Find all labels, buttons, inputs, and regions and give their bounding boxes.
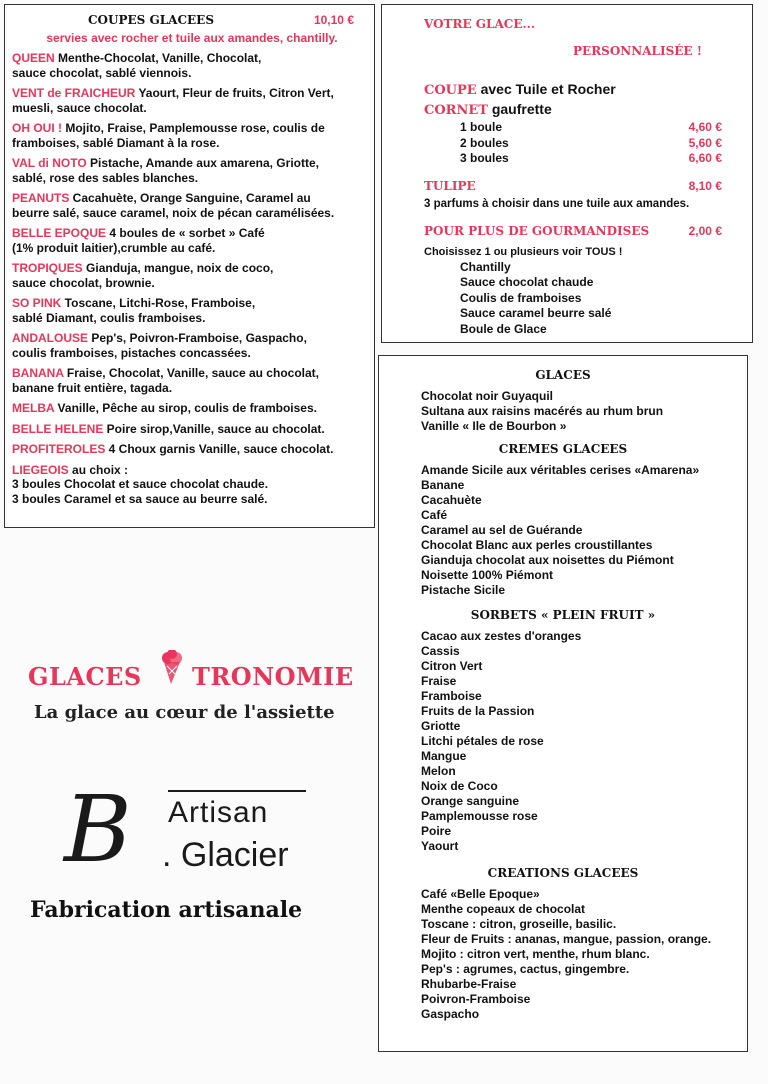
size-row — [424, 151, 732, 167]
sorbet-item: Framboise — [421, 689, 482, 703]
coupe-desc: Pistache, Amande aux amarena, Griotte, — [86, 156, 319, 170]
sorbet-item: Cacao aux zestes d'oranges — [421, 629, 582, 643]
logo-letter: B — [64, 776, 132, 883]
slogan: La glace au cœur de l'assiette — [34, 702, 335, 723]
coupe-name: SO PINK — [12, 296, 62, 310]
size-label: 3 boules — [460, 151, 509, 165]
creation-item: Gaspacho — [421, 1007, 480, 1021]
coupe-desc: Yaourt, Fleur de fruits, Citron Vert, — [135, 86, 334, 100]
coupe-desc: 4 Choux garnis Vanille, sauce chocolat. — [105, 442, 334, 456]
size-row — [424, 136, 732, 152]
glacestronomie-logo — [28, 662, 358, 691]
coupe-desc: Vanille, Pêche au sirop, coulis de framboises. — [54, 401, 317, 415]
coupe-item — [12, 463, 368, 507]
sorbet-item: Cassis — [421, 644, 460, 658]
gourmandises-price: 2,00 € — [688, 223, 722, 238]
creation-item: Toscane : citron, groseille, basilic. — [421, 917, 617, 931]
ice-cream-cone-icon — [158, 650, 186, 684]
creation-item: Menthe copeaux de chocolat — [421, 902, 586, 916]
creme-item: Banane — [421, 478, 465, 492]
sorbet-item: Noix de Coco — [421, 779, 498, 793]
sorbet-item: Orange sanguine — [421, 794, 520, 808]
coupe-desc: Poire sirop,Vanille, sauce au chocolat. — [103, 421, 325, 436]
sorbet-item: Fruits de la Passion — [421, 704, 535, 718]
creme-item: Chocolat Blanc aux perles croustillantes — [421, 538, 653, 552]
sorbet-item: Mangue — [421, 749, 467, 763]
extra-item: Sauce chocolat chaude — [460, 275, 594, 289]
coupe-desc: Pep's, Poivron-Framboise, Gaspacho, — [88, 331, 307, 345]
coupe-desc: 4 boules de « sorbet » Café — [106, 226, 265, 240]
sorbet-item: Fraise — [421, 674, 457, 688]
coupe-name: ANDALOUSE — [12, 331, 89, 345]
coupe-desc-line2: sablé Diamant, coulis framboises. — [12, 310, 206, 325]
creation-item: Café «Belle Epoque» — [421, 887, 540, 901]
coupes-price: 10,10 € — [313, 13, 354, 27]
coupe-item — [12, 156, 368, 185]
sorbets-list — [421, 629, 747, 854]
coupe-name: BANANA — [12, 366, 64, 380]
coupe-desc-line3: 3 boules Caramel et sa sauce au beurre salé. — [12, 491, 268, 506]
coupe-name: BELLE EPOQUE — [12, 226, 107, 240]
coupe-desc: au choix : — [68, 462, 129, 477]
gourmandises-line — [424, 224, 732, 238]
sorbet-item: Melon — [421, 764, 456, 778]
glace-item: Sultana aux raisins macérés au rhum brun — [421, 404, 664, 418]
coupe-item — [12, 296, 368, 325]
creme-item: Cacahuète — [421, 493, 482, 507]
coupe-name: MELBA — [12, 401, 55, 415]
coupe-desc: Mojito, Fraise, Pamplemousse rose, coulis de — [62, 121, 325, 135]
brand-word1: GLACES — [28, 662, 142, 691]
coupe-desc-line2: (1% produit laitier),crumble au café. — [12, 240, 216, 255]
sorbet-item: Litchi pétales de rose — [421, 734, 544, 748]
creme-item: Pistache Sicile — [421, 583, 506, 597]
votre-title: VOTRE GLACE... — [424, 17, 536, 31]
sorbet-item: Poire — [421, 824, 452, 838]
creation-item: Poivron-Framboise — [421, 992, 531, 1006]
votre-glace-box — [381, 4, 753, 343]
coupe-name: BELLE HELENE — [12, 421, 104, 436]
tulipe-desc: 3 parfums à choisir dans une tuile aux amandes. — [424, 197, 690, 210]
coupe-desc: Fraise, Chocolat, Vanille, sauce au chocolat, — [63, 366, 319, 380]
size-price: 5,60 € — [688, 135, 722, 150]
coupe-option: COUPE avec Tuile et Rocher — [424, 81, 616, 98]
gourmandises-label: POUR PLUS DE GOURMANDISES — [424, 223, 650, 238]
coupe-item — [12, 86, 368, 115]
creation-item: Mojito : citron vert, menthe, rhum blanc. — [421, 947, 650, 961]
sorbet-item: Pamplemousse rose — [421, 809, 538, 823]
coupe-desc-line2: sablé, rose des sables blanches. — [12, 170, 199, 185]
coupe-name: TROPIQUES — [12, 261, 83, 275]
creme-item: Amande Sicile aux véritables cerises «Amarena» — [421, 463, 700, 477]
logo-glacier: . Glacier — [162, 836, 289, 874]
coupe-name: OH OUI ! — [12, 121, 62, 135]
sorbet-item: Yaourt — [421, 839, 459, 853]
creations-list — [421, 887, 747, 1022]
coupe-name: VENT de FRAICHEUR — [12, 86, 136, 100]
glaces-heading: GLACES — [535, 368, 591, 382]
logo-rule — [168, 790, 306, 792]
gourmandises-intro: Choisissez 1 ou plusieurs voir TOUS ! — [424, 245, 623, 258]
cremes-list — [421, 463, 747, 598]
creme-item: Noisette 100% Piémont — [421, 568, 554, 582]
extra-item: Chantilly — [460, 259, 511, 274]
parfums-box — [378, 355, 748, 1052]
coupe-name: QUEEN — [12, 51, 55, 65]
coupes-subtitle: servies avec rocher et tuile aux amandes, chantilly. — [46, 31, 338, 45]
coupe-name: PROFITEROLES — [12, 442, 106, 456]
coupe-item — [12, 422, 368, 437]
coupe-item — [12, 51, 368, 80]
sorbets-heading: SORBETS « PLEIN FRUIT » — [470, 608, 656, 622]
coupe-item — [12, 121, 368, 150]
coupe-desc-line2: sauce chocolat, brownie. — [12, 275, 155, 290]
logo-artisan: Artisan — [168, 796, 269, 829]
creation-item: Pep's : agrumes, cactus, gingembre. — [421, 962, 630, 976]
coupe-name: VAL di NOTO — [12, 156, 87, 170]
coupe-desc-line2: beurre salé, sauce caramel, noix de pécan caramélisées. — [12, 205, 335, 220]
fabrication-artisanale: Fabrication artisanale — [30, 897, 303, 923]
coupe-desc-line2: muesli, sauce chocolat. — [12, 100, 147, 115]
creme-item: Caramel au sel de Guérande — [421, 523, 583, 537]
coupe-desc: Menthe-Chocolat, Vanille, Chocolat, — [54, 51, 262, 65]
coupe-desc: Gianduja, mangue, noix de coco, — [82, 261, 274, 275]
creations-heading: CREATIONS GLACEES — [487, 866, 639, 880]
coupe-desc-line2: sauce chocolat, sablé viennois. — [12, 65, 192, 80]
cremes-heading: CREMES GLACEES — [498, 442, 628, 456]
coupe-item — [12, 261, 368, 290]
coupe-desc-line2: 3 boules Chocolat et sauce chocolat chaude. — [12, 477, 269, 491]
coupes-glacees-box — [4, 4, 375, 528]
cornet-option: CORNET gaufrette — [424, 101, 552, 118]
coupe-item — [12, 226, 368, 255]
sorbet-item: Citron Vert — [421, 659, 483, 673]
extra-item: Boule de Glace — [460, 321, 547, 336]
sorbet-item: Griotte — [421, 719, 461, 733]
coupe-item — [12, 331, 368, 360]
extra-item: Sauce caramel beurre salé — [460, 306, 612, 320]
coupe-item — [12, 191, 368, 220]
coupe-desc: Cacahuète, Orange Sanguine, Caramel au — [69, 191, 311, 205]
coupe-desc-line2: framboises, sablé Diamant à la rose. — [12, 135, 220, 150]
extras-list — [424, 260, 732, 338]
tulipe-line — [424, 179, 732, 193]
coupes-list — [12, 51, 368, 506]
coupe-name: PEANUTS — [12, 191, 70, 205]
coupe-desc-line2: banane fruit entière, tagada. — [12, 380, 173, 395]
creation-item: Rhubarbe-Fraise — [421, 977, 517, 991]
glace-item: Vanille « Ile de Bourbon » — [421, 419, 567, 433]
extra-item: Coulis de framboises — [460, 290, 582, 305]
coupe-item — [12, 366, 368, 395]
size-list — [424, 120, 732, 167]
creme-item: Gianduja chocolat aux noisettes du Piémont — [421, 553, 674, 567]
artisan-glacier-logo — [64, 776, 324, 885]
creation-item: Fleur de Fruits : ananas, mangue, passion, orange. — [421, 932, 712, 946]
creme-item: Café — [421, 508, 448, 522]
size-row — [424, 120, 732, 136]
coupe-desc: Toscane, Litchi-Rose, Framboise, — [61, 296, 256, 310]
coupe-item — [12, 401, 368, 416]
glace-item: Chocolat noir Guyaquil — [421, 389, 554, 403]
tulipe-label: TULIPE — [424, 178, 476, 193]
personnalisee-title: PERSONNALISÉE ! — [573, 44, 702, 58]
coupe-item — [12, 442, 368, 457]
size-label: 1 boule — [460, 120, 503, 134]
tulipe-price: 8,10 € — [688, 178, 722, 193]
size-price: 4,60 € — [688, 120, 722, 134]
coupes-title: COUPES GLACEES — [88, 13, 214, 27]
size-price: 6,60 € — [688, 151, 722, 165]
glaces-list — [421, 389, 747, 434]
coupe-name: LIEGEOIS — [12, 462, 69, 477]
coupes-header — [12, 13, 368, 27]
brand-word2: TRONOMIE — [192, 662, 354, 691]
size-label: 2 boules — [460, 135, 509, 150]
coupe-desc-line2: coulis framboises, pistaches concassées. — [12, 345, 251, 360]
